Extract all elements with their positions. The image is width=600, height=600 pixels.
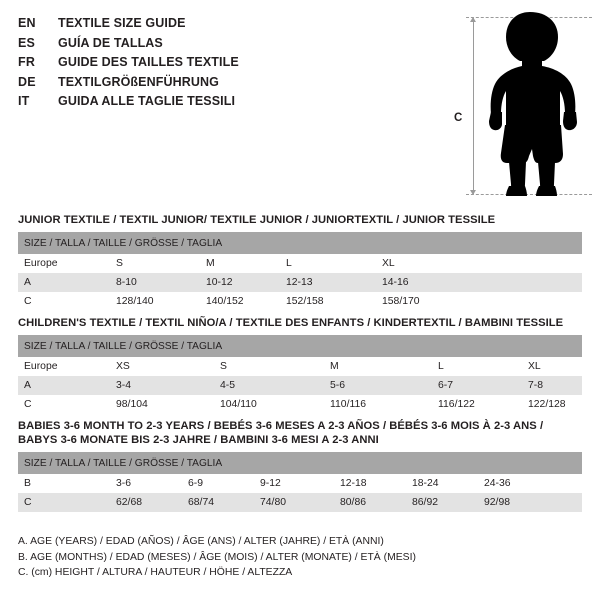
babies-header-label: SIZE / TALLA / TAILLE / GRÖSSE / TAGLIA bbox=[18, 452, 582, 474]
header-lang-en: EN bbox=[18, 16, 36, 30]
cell: 86/92 bbox=[406, 493, 478, 512]
legend-item-c: C. (cm) HEIGHT / ALTURA / HAUTEUR / HÖHE / ALTEZZA bbox=[18, 567, 293, 578]
height-marker-label: C bbox=[454, 112, 463, 124]
cell: 14-16 bbox=[376, 273, 582, 292]
table-header-row bbox=[18, 335, 582, 357]
cell: S bbox=[214, 357, 324, 376]
header-row-de bbox=[18, 73, 448, 93]
cell: 68/74 bbox=[182, 493, 254, 512]
cell: 140/152 bbox=[200, 292, 280, 311]
junior-size-table bbox=[18, 232, 582, 311]
height-figure bbox=[452, 8, 592, 203]
table-row bbox=[18, 273, 582, 292]
row-label: Europe bbox=[18, 254, 110, 273]
row-label: Europe bbox=[18, 357, 110, 376]
cell: 110/116 bbox=[324, 395, 432, 414]
cell: 128/140 bbox=[110, 292, 200, 311]
cell: 4-5 bbox=[214, 376, 324, 395]
table-header-row bbox=[18, 232, 582, 254]
cell: 7-8 bbox=[522, 376, 582, 395]
cell: 152/158 bbox=[280, 292, 376, 311]
row-label: C bbox=[18, 395, 110, 414]
cell: 74/80 bbox=[254, 493, 334, 512]
table-row bbox=[18, 357, 582, 376]
header-row-it bbox=[18, 92, 448, 112]
header-text-it: GUIDA ALLE TAGLIE TESSILI bbox=[58, 94, 236, 108]
cell: 6-9 bbox=[182, 474, 254, 493]
cell: XL bbox=[376, 254, 582, 273]
section-babies-title: BABIES 3-6 MONTH TO 2-3 YEARS / BEBÉS 3-6 MESES A 2-3 AÑOS / BÉBÉS 3-6 MOIS À 2-3 ANS / BABYS 3-6 MONATE BIS 2-3 JAHRE / BAMBINI 3-6 MESI A 2-3 ANNI bbox=[18, 420, 544, 446]
header-row-es bbox=[18, 34, 448, 54]
cell: M bbox=[324, 357, 432, 376]
cell: 122/128 bbox=[522, 395, 582, 414]
header-lang-it: IT bbox=[18, 94, 30, 108]
header-lang-es: ES bbox=[18, 35, 36, 50]
cell: 92/98 bbox=[478, 493, 582, 512]
cell: L bbox=[280, 254, 376, 273]
table-row bbox=[18, 376, 582, 395]
legend bbox=[18, 534, 582, 581]
section-children-title: CHILDREN'S TEXTILE / TEXTIL NIÑO/A / TEXTILE DES ENFANTS / KINDERTEXTIL / BAMBINI TESSILE bbox=[18, 317, 564, 329]
cell: 12-18 bbox=[334, 474, 406, 493]
row-label: C bbox=[18, 292, 110, 311]
header-lang-fr: FR bbox=[18, 55, 36, 69]
legend-item-a: A. AGE (YEARS) / EDAD (AÑOS) / ÂGE (ANS) / ALTER (JAHRE) / ETÀ (ANNI) bbox=[18, 536, 384, 547]
cell: 5-6 bbox=[324, 376, 432, 395]
legend-item-b: B. AGE (MONTHS) / EDAD (MESES) / ÂGE (MOIS) / ALTER (MONATE) / ETÀ (MESI) bbox=[18, 551, 416, 563]
babies-size-table bbox=[18, 452, 582, 512]
table-row bbox=[18, 493, 582, 512]
header-text-es: GUÍA DE TALLAS bbox=[58, 35, 163, 50]
cell: 104/110 bbox=[214, 395, 324, 414]
header-text-de: TEXTILGRÖßENFÜHRUNG bbox=[58, 74, 219, 89]
cell: 24-36 bbox=[478, 474, 582, 493]
section-babies bbox=[18, 419, 582, 512]
cell: XS bbox=[110, 357, 214, 376]
cell: 116/122 bbox=[432, 395, 522, 414]
cell: 98/104 bbox=[110, 395, 214, 414]
section-children bbox=[18, 316, 582, 414]
cell: 10-12 bbox=[200, 273, 280, 292]
row-label: C bbox=[18, 493, 110, 512]
junior-header-label: SIZE / TALLA / TAILLE / GRÖSSE / TAGLIA bbox=[18, 232, 582, 254]
cell: 9-12 bbox=[254, 474, 334, 493]
cell: XL bbox=[522, 357, 582, 376]
children-header-label: SIZE / TALLA / TAILLE / GRÖSSE / TAGLIA bbox=[18, 335, 582, 357]
cell: 158/170 bbox=[376, 292, 582, 311]
header-row-en bbox=[18, 14, 448, 34]
header-row-fr bbox=[18, 53, 448, 73]
cell: 8-10 bbox=[110, 273, 200, 292]
cell: 3-6 bbox=[110, 474, 182, 493]
table-header-row bbox=[18, 452, 582, 474]
row-label: A bbox=[18, 273, 110, 292]
row-label: A bbox=[18, 376, 110, 395]
row-label: B bbox=[18, 474, 110, 493]
cell: 80/86 bbox=[334, 493, 406, 512]
header-text-fr: GUIDE DES TAILLES TEXTILE bbox=[58, 55, 239, 69]
cell: 18-24 bbox=[406, 474, 478, 493]
cell: S bbox=[110, 254, 200, 273]
cell: L bbox=[432, 357, 522, 376]
header-text-en: TEXTILE SIZE GUIDE bbox=[58, 16, 186, 30]
toddler-silhouette-icon bbox=[472, 8, 592, 200]
cell: M bbox=[200, 254, 280, 273]
table-row bbox=[18, 292, 582, 311]
header-lang-de: DE bbox=[18, 74, 36, 89]
table-row bbox=[18, 254, 582, 273]
header bbox=[18, 14, 448, 112]
cell: 6-7 bbox=[432, 376, 522, 395]
section-junior bbox=[18, 213, 582, 311]
section-junior-title: JUNIOR TEXTILE / TEXTIL JUNIOR/ TEXTILE JUNIOR / JUNIORTEXTIL / JUNIOR TESSILE bbox=[18, 214, 496, 226]
cell: 12-13 bbox=[280, 273, 376, 292]
table-row bbox=[18, 395, 582, 414]
children-size-table bbox=[18, 335, 582, 414]
table-row bbox=[18, 474, 582, 493]
cell: 3-4 bbox=[110, 376, 214, 395]
cell: 62/68 bbox=[110, 493, 182, 512]
